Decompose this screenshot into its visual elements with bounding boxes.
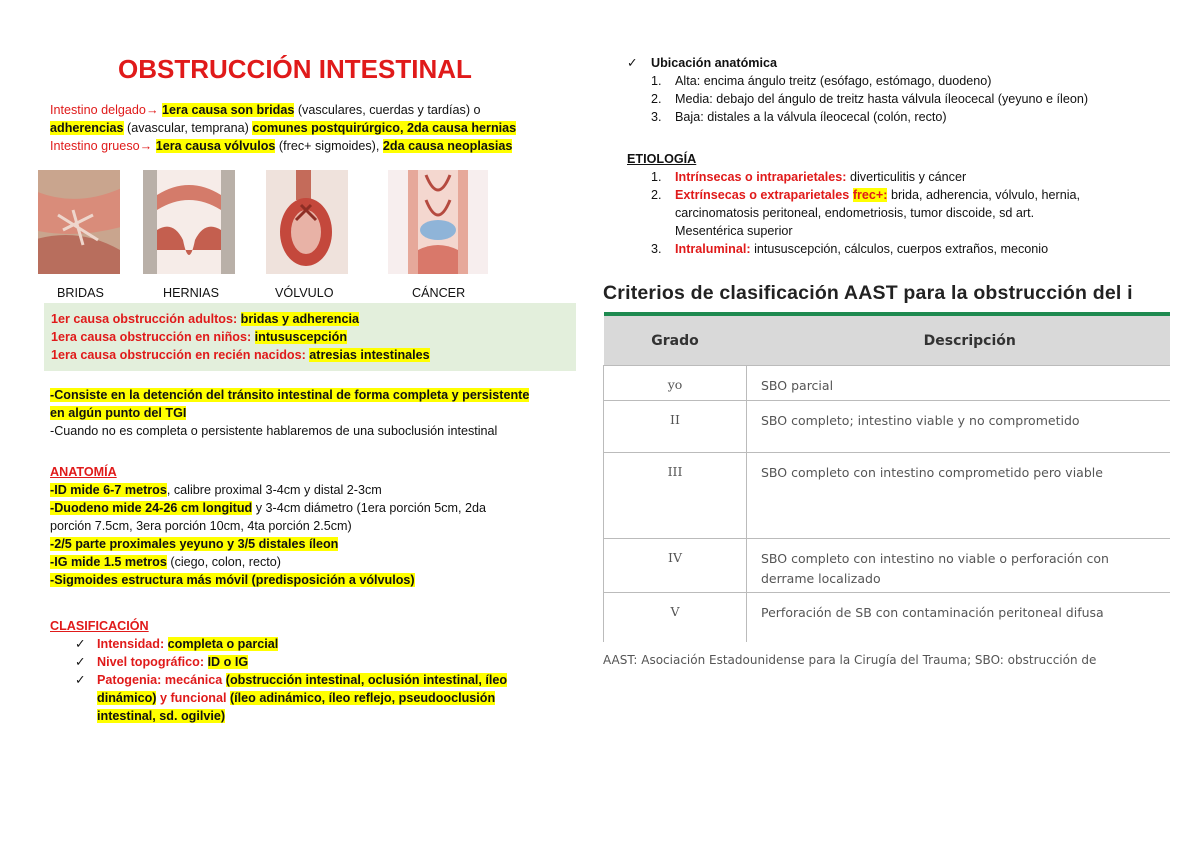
intro-line-3: Intestino grueso→ 1era causa vólvulos (frec+ sigmoides), 2da causa neoplasias [50, 139, 513, 153]
etiology-heading: ETIOLOGÍA [627, 152, 697, 166]
arrow-right-icon: → [145, 103, 159, 117]
check-icon: ✓ [75, 655, 86, 669]
table-row: II SBO completo; intestino viable y no comprometido [604, 401, 1171, 453]
table-row: IV SBO completo con intestino no viable o perforación con derrame localizado [604, 539, 1171, 593]
volvulo-label: VÓLVULO [275, 286, 334, 300]
etiology-item: 1. Intrínsecas o intraparietales: diverticulitis y cáncer [651, 170, 967, 184]
cancer-label: CÁNCER [412, 286, 466, 300]
table-header-row [604, 314, 1171, 366]
bridas-label: BRIDAS [57, 286, 104, 300]
column-header-description: Descripción [747, 314, 1171, 366]
cause-newborns: 1era causa obstrucción en recién nacidos: atresias intestinales [51, 348, 430, 362]
cancer-illustration [388, 170, 488, 274]
check-icon: ✓ [75, 637, 86, 651]
aast-table-title: Criterios de clasificación AAST para la obstrucción del i [603, 282, 1133, 304]
hernias-illustration [143, 170, 235, 274]
volvulo-illustration [266, 170, 348, 274]
anatomy-heading: ANATOMÍA [50, 465, 117, 479]
aast-footnote: AAST: Asociación Estadounidense para la Cirugía del Trauma; SBO: obstrucción de [603, 653, 1097, 667]
intro-line-2: adherencias (avascular, temprana) comunes postquirúrgico, 2da causa hernias [50, 121, 517, 135]
anatomy-section: ANATOMÍA -ID mide 6-7 metros, calibre proximal 3-4cm y distal 2-3cm -Duodeno mide 24-26 cm longitud y 3-4cm diámetro (1era porción 5cm, 2da porción 7.5cm, 3era porción 10cm, 4ta porción 2.5cm) -2/5 parte proximales yeyuno y 3/5 distales íleon -IG mide 1.5 metros (ciego, colon, recto) -Sigmoides estructura más móvil (predisposición a vólvulos) [50, 463, 580, 589]
check-icon: ✓ [627, 56, 638, 70]
cause-children: 1era causa obstrucción en niños: intususcepción [51, 330, 348, 344]
etiology-item: 2. Extrínsecas o extraparietales frec+: brida, adherencia, vólvulo, hernia, [651, 188, 1081, 202]
location-item: 1. Alta: encima ángulo treitz (esófago, estómago, duodeno) [651, 74, 992, 88]
hernias-label: HERNIAS [163, 286, 219, 300]
table-row: III SBO completo con intestino comprometido pero viable [604, 453, 1171, 539]
check-icon: ✓ [75, 673, 86, 687]
etiology-item: 3. Intraluminal: intususcepción, cálculos, cuerpos extraños, meconio [651, 242, 1049, 256]
page-title: OBSTRUCCIÓN INTESTINAL [118, 54, 472, 84]
cause-adults: 1er causa obstrucción adultos: bridas y adherencia [51, 312, 359, 326]
table-row: V Perforación de SB con contaminación peritoneal difusa [604, 593, 1171, 643]
arrow-right-icon: → [139, 139, 153, 153]
column-header-grade: Grado [604, 314, 747, 366]
etiology-section: ETIOLOGÍA 1. Intrínsecas o intraparietales: diverticulitis y cáncer 2. Extrínsecas o extraparietales frec+: brida, adherencia, vólvulo, hernia, carcinomatosis peritoneal, endometriosis, tumor discoide, sd art. Mesentérica superior 3. Intraluminal: intususcepción, cálculos, cuerpos extraños, meconio [651, 150, 1171, 258]
intro-line-1: Intestino delgado→ 1era causa son bridas (vasculares, cuerdas y tardías) o [50, 103, 481, 117]
aast-table-wrapper [603, 312, 1170, 642]
location-item: 3. Baja: distales a la válvula íleocecal (colón, recto) [651, 110, 947, 124]
definition-block: -Consiste en la detención del tránsito intestinal de forma completa y persistente en algún punto del TGI -Cuando no es completa o persistente hablaremos de una suboclusión intestinal [50, 388, 530, 438]
bridas-illustration [38, 170, 120, 274]
location-item: 2. Media: debajo del ángulo de treitz hasta válvula íleocecal (yeyuno e íleon) [651, 92, 1089, 106]
classification-heading: CLASIFICACIÓN [50, 619, 149, 633]
classification-section: CLASIFICACIÓN ✓ Intensidad: completa o parcial ✓ Nivel topográfico: ID o IG ✓ Patogenia: mecánica (obstrucción intestinal, oclusión intestinal, íleo dinámico) y funcional (íleo adinámico, íleo reflejo, pseudooclusión intestinal, sd. ogilvie) [50, 617, 580, 725]
main-causes-box [44, 303, 576, 371]
intro-block [50, 101, 570, 155]
table-row: yo SBO parcial [604, 366, 1171, 401]
aast-table [603, 312, 1170, 642]
location-section [627, 54, 1167, 126]
location-heading: Ubicación anatómica [651, 56, 777, 70]
